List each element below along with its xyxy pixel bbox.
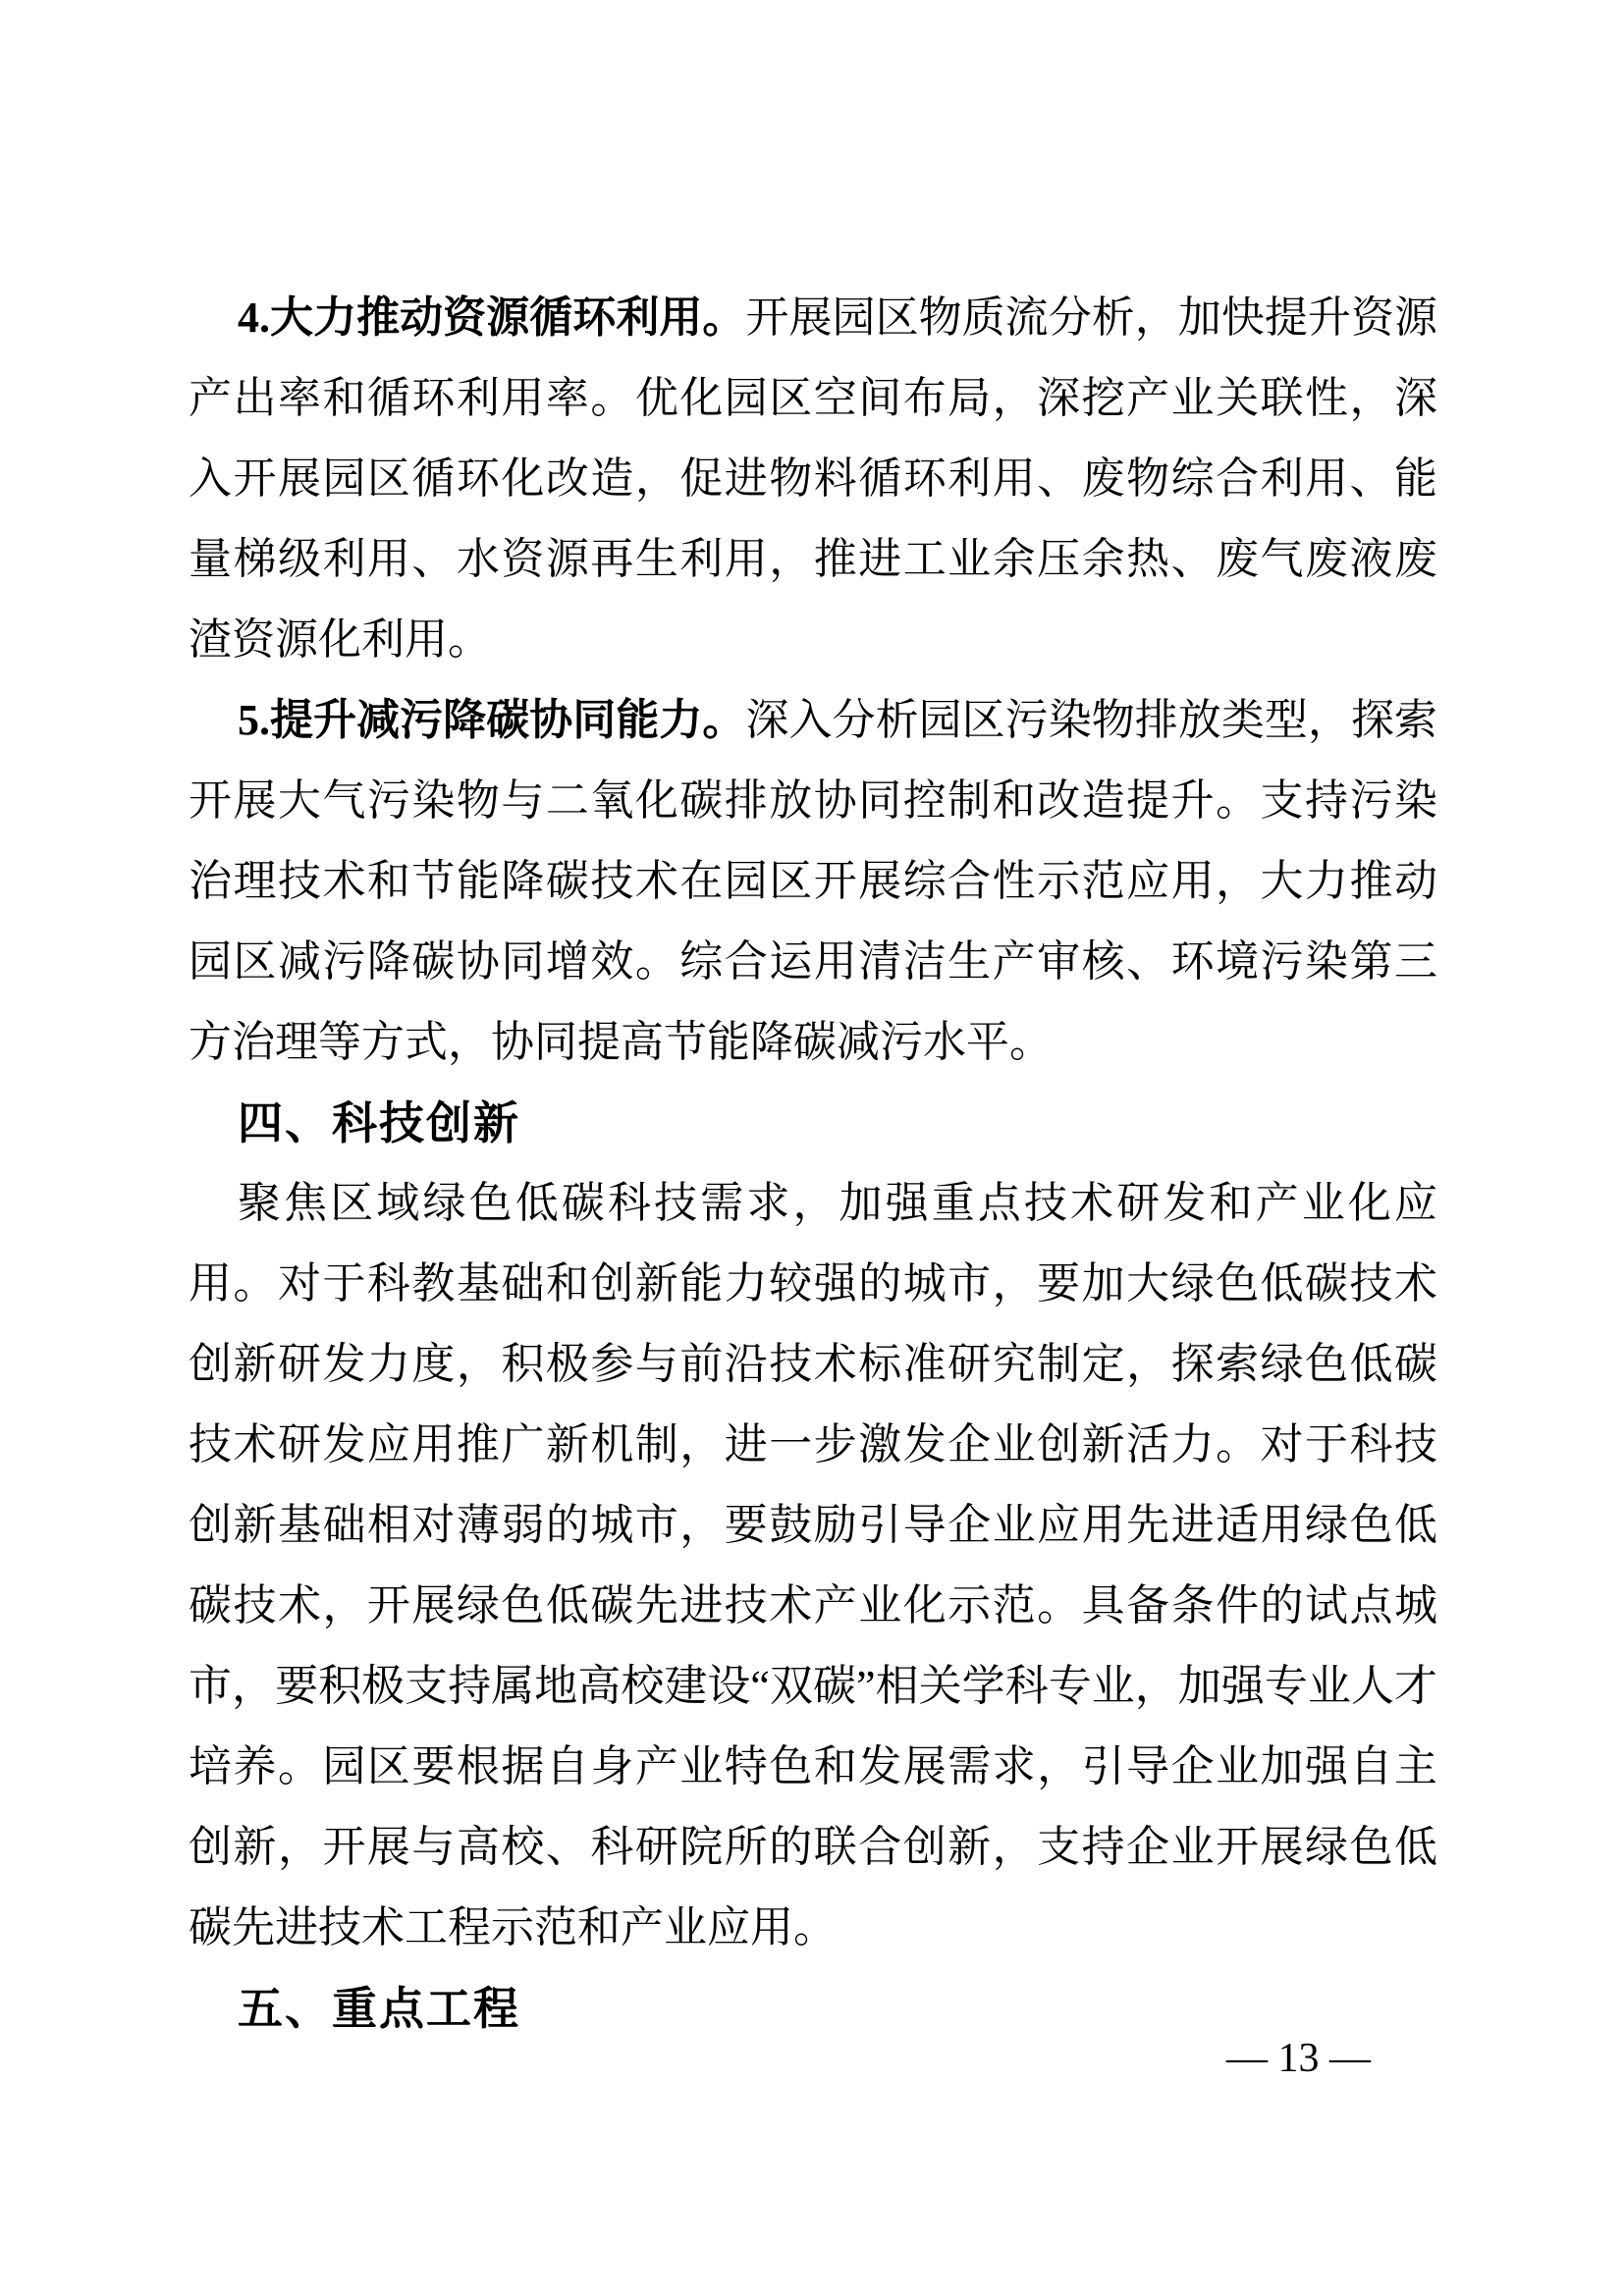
heading-science-tech-innovation: 四、科技创新 xyxy=(238,1097,520,1148)
paragraph-pollution-carbon-synergy xyxy=(189,680,1437,1083)
paragraph-science-tech-innovation xyxy=(189,1163,1437,1968)
page-number: — 13 — xyxy=(1226,2036,1371,2081)
paragraph-pollution-carbon-synergy-lead: 5.提升减污降碳协同能力。 xyxy=(238,696,746,744)
paragraph-resource-recycling xyxy=(189,278,1437,680)
heading-key-projects: 五、重点工程 xyxy=(238,1983,520,2034)
paragraph-resource-recycling-body: 开展园区物质流分析，加快提升资源产出率和循环利用率。优化园区空间布局，深挖产业关联性，深入开展园区循环化改造，促进物料循环利用、废物综合利用、能量梯级利用、水资源再生利用，推进工业余压余热、废气废液废渣资源化利用。 xyxy=(189,294,1438,664)
paragraph-science-tech-innovation-body: 聚焦区域绿色低碳科技需求，加强重点技术研发和产业化应用。对于科教基础和创新能力较强的城市，要加大绿色低碳技术创新研发力度，积极参与前沿技术标准研究制定，探索绿色低碳技术研发应用推广新机制，进一步激发企业创新活力。对于科技创新基础相对薄弱的城市，要鼓励引导企业应用先进适用绿色低碳技术，开展绿色低碳先进技术产业化示范。具备条件的试点城市，要积极支持属地高校建设“双碳”相关学科专业，加强专业人才培养。园区要根据自身产业特色和发展需求，引导企业加强自主创新，开展与高校、科研院所的联合创新，支持企业开展绿色低碳先进技术工程示范和产业应用。 xyxy=(189,1179,1437,1951)
paragraph-resource-recycling-lead: 4.大力推动资源循环利用。 xyxy=(238,294,746,342)
paragraph-pollution-carbon-synergy-body: 深入分析园区污染物排放类型，探索开展大气污染物与二氧化碳排放协同控制和改造提升。支持污染治理技术和节能降碳技术在园区开展综合性示范应用，大力推动园区减污降碳协同增效。综合运用清洁生产审核、环境污染第三方治理等方式，协同提高节能降碳减污水平。 xyxy=(189,696,1438,1066)
document-content xyxy=(189,278,1437,2049)
